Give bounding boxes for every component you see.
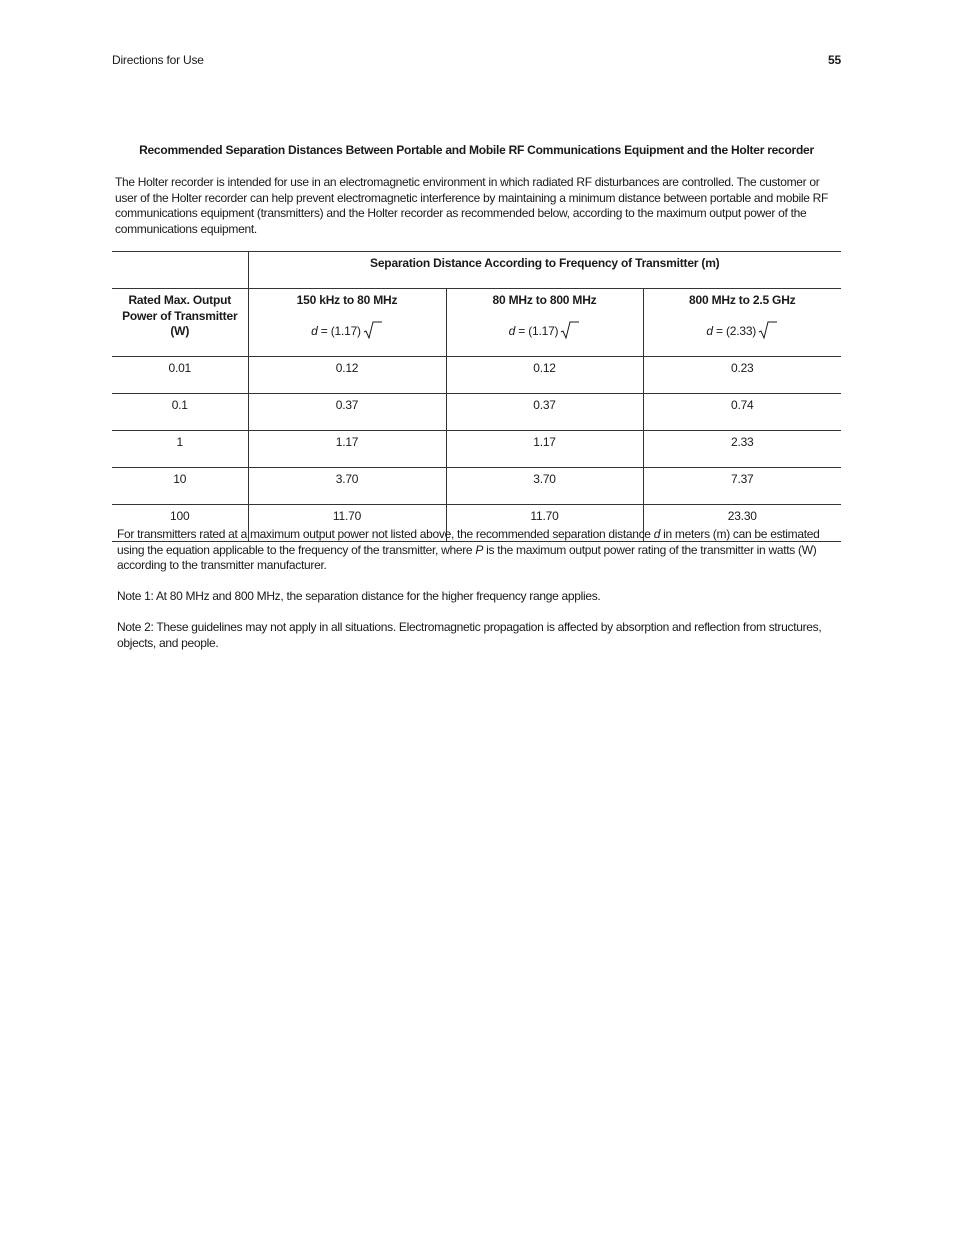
section-title: Recommended Separation Distances Between Portable and Mobile RF Communications Equipment and the Holter recorder <box>139 143 814 157</box>
distance-cell: 0.37 <box>446 394 643 431</box>
power-cell: 1 <box>112 431 248 468</box>
table-row <box>112 431 841 468</box>
square-root-icon <box>560 321 580 339</box>
power-header-cell: Rated Max. Output Power of Transmitter (W) <box>112 289 248 357</box>
formula-variable: d <box>508 324 516 338</box>
formula <box>311 321 383 339</box>
estimation-paragraph <box>117 527 841 574</box>
power-cell: 0.1 <box>112 394 248 431</box>
estimation-text: in meters (m) can be estimated using the equation applicable to the frequency of the transmitter, where <box>117 527 820 557</box>
estimation-text: is the maximum output power rating of the transmitter in watts (W) according to the transmitter manufacturer. <box>117 542 817 572</box>
column-header-cell <box>248 289 446 357</box>
notes-section <box>117 527 841 667</box>
distance-cell: 3.70 <box>248 468 446 505</box>
distance-cell: 0.12 <box>248 357 446 394</box>
power-cell: 0.01 <box>112 357 248 394</box>
distance-cell: 0.12 <box>446 357 643 394</box>
group-header-cell: Separation Distance According to Frequency of Transmitter (m) <box>248 252 841 289</box>
frequency-range-label: 80 MHz to 800 MHz <box>492 293 597 307</box>
formula-variable: d <box>706 324 713 338</box>
formula <box>706 321 778 339</box>
formula <box>509 321 581 339</box>
frequency-range-label: 800 MHz to 2.5 GHz <box>689 293 796 307</box>
distance-cell: 2.33 <box>643 431 841 468</box>
table-row <box>112 394 841 431</box>
page-header <box>112 53 841 69</box>
page-number: 55 <box>828 53 841 67</box>
distance-cell: 23.30 <box>643 505 841 542</box>
distance-cell: 3.70 <box>446 468 643 505</box>
intro-paragraph: The Holter recorder is intended for use in an electromagnetic environment in which radiated RF disturbances are controlled. The customer or user of the Holter recorder can help prevent electromagnetic interference by maintaining a minimum distance between portable and mobile RF communications equipment (transmitters) and the Holter recorder as recommended below, according to the maximum output power of the communications equipment. <box>115 175 828 236</box>
frequency-range-label: 150 kHz to 80 MHz <box>296 293 398 307</box>
distance-cell: 0.74 <box>643 394 841 431</box>
estimation-text: For transmitters rated at a maximum output power not listed above, the recommended separation distance <box>117 527 654 541</box>
formula-variable: d <box>311 324 318 338</box>
square-root-icon <box>758 321 778 339</box>
distance-cell: 1.17 <box>248 431 446 468</box>
table-group-header-row <box>112 252 841 289</box>
note-2: Note 2: These guidelines may not apply in all situations. Electromagnetic propagation is affected by absorption and reflection from structures, objects, and people. <box>117 620 822 650</box>
power-cell: 100 <box>112 505 248 542</box>
distance-cell: 0.23 <box>643 357 841 394</box>
power-cell: 10 <box>112 468 248 505</box>
formula-coefficient: = (1.17) <box>317 324 361 338</box>
separation-distance-table <box>112 251 841 542</box>
distance-cell: 0.37 <box>248 394 446 431</box>
note-1: Note 1: At 80 MHz and 800 MHz, the separation distance for the higher frequency range applies. <box>117 589 601 603</box>
document-title: Directions for Use <box>112 53 204 67</box>
variable-d: d <box>653 527 661 541</box>
column-header-cell <box>643 289 841 357</box>
distance-cell: 7.37 <box>643 468 841 505</box>
square-root-icon <box>363 321 383 339</box>
distance-cell: 11.70 <box>248 505 446 542</box>
empty-corner-cell <box>112 252 248 289</box>
variable-p: P <box>475 542 484 557</box>
table-row <box>112 357 841 394</box>
formula-coefficient: = (1.17) <box>515 324 559 338</box>
table-column-header-row <box>112 289 841 357</box>
table-row <box>112 468 841 505</box>
distance-cell: 11.70 <box>446 505 643 542</box>
formula-coefficient: = (2.33) <box>712 324 757 338</box>
distance-cell: 1.17 <box>446 431 643 468</box>
column-header-cell <box>446 289 643 357</box>
